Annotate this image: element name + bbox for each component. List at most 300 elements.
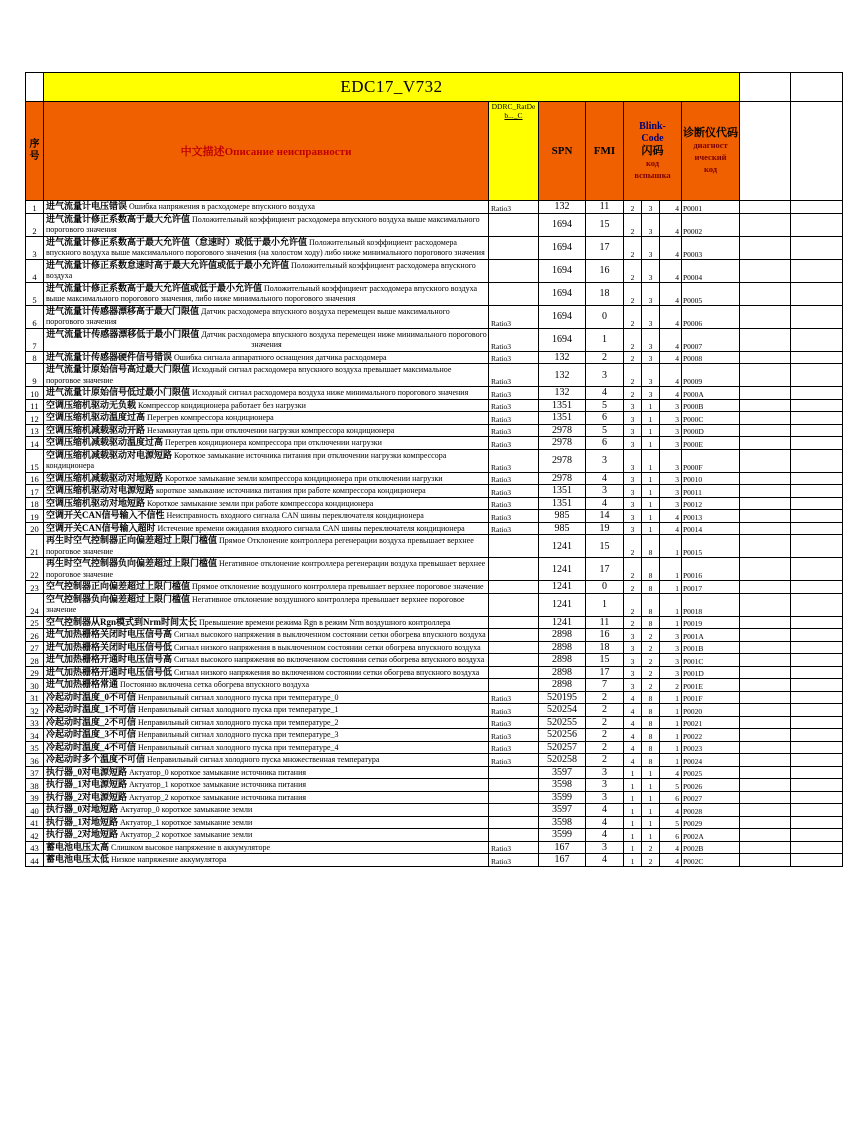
row-fmi: 16 bbox=[586, 629, 624, 642]
row-blink-3: 6 bbox=[660, 791, 682, 804]
row-diagnostic-code: P0017 bbox=[682, 581, 740, 594]
row-index: 22 bbox=[26, 558, 44, 581]
row-blink-2: 1 bbox=[642, 497, 660, 510]
table-row[interactable] bbox=[26, 791, 843, 804]
row-diagnostic-code: P0011 bbox=[682, 485, 740, 498]
row-spn: 520195 bbox=[539, 691, 586, 704]
row-blink-3: 1 bbox=[660, 616, 682, 629]
row-blank-1 bbox=[740, 816, 791, 829]
table-row[interactable] bbox=[26, 766, 843, 779]
table-row[interactable] bbox=[26, 535, 843, 558]
table-row[interactable] bbox=[26, 236, 843, 259]
header-ddrc-line2: b..._C bbox=[504, 111, 523, 120]
row-blank-1 bbox=[740, 522, 791, 535]
row-index: 40 bbox=[26, 804, 44, 817]
row-index: 14 bbox=[26, 437, 44, 450]
row-description bbox=[44, 497, 489, 510]
row-fmi: 1 bbox=[586, 328, 624, 351]
row-blink-2: 1 bbox=[642, 829, 660, 842]
row-ddrc: Ratio3 bbox=[489, 485, 539, 498]
row-blank-2 bbox=[791, 641, 843, 654]
row-blink-1: 3 bbox=[624, 412, 642, 425]
row-blank-1 bbox=[740, 535, 791, 558]
row-description bbox=[44, 305, 489, 328]
row-blink-2: 1 bbox=[642, 766, 660, 779]
table-row[interactable] bbox=[26, 854, 843, 867]
row-ddrc: Ratio3 bbox=[489, 522, 539, 535]
row-blank-1 bbox=[740, 305, 791, 328]
row-fmi: 17 bbox=[586, 236, 624, 259]
table-row[interactable] bbox=[26, 351, 843, 364]
row-blink-2: 3 bbox=[642, 259, 660, 282]
row-spn: 1241 bbox=[539, 593, 586, 616]
row-diagnostic-code: P0003 bbox=[682, 236, 740, 259]
row-blink-1: 1 bbox=[624, 779, 642, 792]
row-blank-1 bbox=[740, 716, 791, 729]
row-blink-3: 3 bbox=[660, 472, 682, 485]
table-row[interactable] bbox=[26, 497, 843, 510]
row-description-cn: 执行器_0对地短路 bbox=[46, 804, 119, 814]
row-index: 23 bbox=[26, 581, 44, 594]
row-blink-3: 3 bbox=[660, 437, 682, 450]
row-blink-1: 3 bbox=[624, 654, 642, 667]
row-description bbox=[44, 841, 489, 854]
row-diagnostic-code: P0023 bbox=[682, 741, 740, 754]
row-spn: 1694 bbox=[539, 328, 586, 351]
table-row[interactable] bbox=[26, 729, 843, 742]
row-description-cn: 执行器_2对电源短路 bbox=[46, 791, 128, 802]
row-spn: 1694 bbox=[539, 305, 586, 328]
row-fmi: 2 bbox=[586, 741, 624, 754]
table-row[interactable] bbox=[26, 779, 843, 792]
row-diagnostic-code: P0002 bbox=[682, 213, 740, 236]
row-blink-2: 3 bbox=[642, 364, 660, 387]
row-description-ru: Исходный сигнал расходомера впускного воздуха превышает максимальное пороговое значение bbox=[46, 365, 452, 385]
header-diag-ru-1: диагност bbox=[693, 140, 728, 150]
row-blink-1: 2 bbox=[624, 328, 642, 351]
row-spn: 2898 bbox=[539, 654, 586, 667]
row-ddrc: Ratio3 bbox=[489, 754, 539, 767]
row-blank-2 bbox=[791, 412, 843, 425]
row-index: 29 bbox=[26, 666, 44, 679]
row-blink-1: 2 bbox=[624, 364, 642, 387]
row-blink-1: 1 bbox=[624, 854, 642, 867]
row-blank-2 bbox=[791, 236, 843, 259]
row-blink-2: 3 bbox=[642, 213, 660, 236]
row-description-ru: Негативное отклонение контроллера регенерации воздуха превышает верхнее пороговое значение bbox=[46, 559, 486, 579]
table-row[interactable] bbox=[26, 424, 843, 437]
row-blink-3: 3 bbox=[660, 629, 682, 642]
row-diagnostic-code: P000C bbox=[682, 412, 740, 425]
row-diagnostic-code: P002C bbox=[682, 854, 740, 867]
table-row[interactable] bbox=[26, 472, 843, 485]
row-fmi: 3 bbox=[586, 841, 624, 854]
row-spn: 132 bbox=[539, 387, 586, 400]
row-diagnostic-code: P000D bbox=[682, 424, 740, 437]
row-description-cn: 空气控制器负向偏差超过上限门槛值 bbox=[46, 593, 191, 604]
row-ddrc: Ratio3 bbox=[489, 364, 539, 387]
table-row[interactable] bbox=[26, 841, 843, 854]
row-description-cn: 进气加热栅格开通时电压信号低 bbox=[46, 666, 173, 677]
row-description bbox=[44, 412, 489, 425]
row-blink-1: 1 bbox=[624, 804, 642, 817]
row-spn: 1241 bbox=[539, 558, 586, 581]
row-fmi: 11 bbox=[586, 201, 624, 214]
row-blink-1: 3 bbox=[624, 485, 642, 498]
row-description-ru: Неисправность входного сигнала CAN шины переключателя кондиционера bbox=[166, 511, 424, 520]
row-description bbox=[44, 654, 489, 667]
row-blink-1: 3 bbox=[624, 424, 642, 437]
row-spn: 167 bbox=[539, 854, 586, 867]
row-description-ru: Неправильный сигнал холодного пуска при температуре_1 bbox=[138, 705, 339, 714]
table-row[interactable] bbox=[26, 641, 843, 654]
row-spn: 2978 bbox=[539, 437, 586, 450]
document-title: EDC17_V732 bbox=[44, 73, 740, 102]
row-index: 13 bbox=[26, 424, 44, 437]
row-diagnostic-code: P0001 bbox=[682, 201, 740, 214]
table-row[interactable] bbox=[26, 816, 843, 829]
row-fmi: 4 bbox=[586, 829, 624, 842]
row-ddrc: Ratio3 bbox=[489, 412, 539, 425]
row-index: 31 bbox=[26, 691, 44, 704]
row-index: 27 bbox=[26, 641, 44, 654]
table-row[interactable] bbox=[26, 679, 843, 692]
table-row[interactable] bbox=[26, 282, 843, 305]
table-row[interactable] bbox=[26, 522, 843, 535]
row-description-cn: 冷起动时多个温度不可信 bbox=[46, 754, 146, 764]
row-fmi: 5 bbox=[586, 424, 624, 437]
row-blank-1 bbox=[740, 629, 791, 642]
row-blank-1 bbox=[740, 766, 791, 779]
fault-code-rows bbox=[26, 201, 843, 867]
row-fmi: 7 bbox=[586, 679, 624, 692]
table-row[interactable] bbox=[26, 804, 843, 817]
row-spn: 1694 bbox=[539, 259, 586, 282]
row-blink-1: 2 bbox=[624, 259, 642, 282]
row-description-cn: 执行器_2对地短路 bbox=[46, 829, 119, 839]
row-description-ru: Положительный коэффициент расходомера впускного воздуха выше максимального порогового значения, либо ниже минимального порогового значения bbox=[46, 283, 478, 303]
row-description-ru: Компрессор кондиционера работает без нагрузки bbox=[138, 400, 306, 410]
row-description-cn: 进气加热栅格关闭时电压信号低 bbox=[46, 641, 173, 652]
row-spn: 1241 bbox=[539, 535, 586, 558]
row-blink-2: 1 bbox=[642, 522, 660, 535]
row-spn: 2978 bbox=[539, 472, 586, 485]
row-description-cn: 进气流量计传感器漂移高于最大门限值 bbox=[46, 305, 200, 316]
row-blank-2 bbox=[791, 854, 843, 867]
row-blank-1 bbox=[740, 654, 791, 667]
row-blink-3: 1 bbox=[660, 691, 682, 704]
row-index: 5 bbox=[26, 282, 44, 305]
row-blank-2 bbox=[791, 437, 843, 450]
row-description-ru: Сигнал высокого напряжения во включенном состоянии сетки обогрева впускного воздуха bbox=[174, 655, 485, 664]
row-ddrc: Ratio3 bbox=[489, 854, 539, 867]
table-row[interactable] bbox=[26, 305, 843, 328]
row-blink-2: 8 bbox=[642, 593, 660, 616]
row-diagnostic-code: P001F bbox=[682, 691, 740, 704]
row-fmi: 4 bbox=[586, 497, 624, 510]
row-description-ru: Постоянно включена сетка обогрева впускного воздуха bbox=[120, 680, 310, 689]
row-blink-3: 3 bbox=[660, 654, 682, 667]
header-blank-2 bbox=[791, 102, 843, 201]
row-fmi: 4 bbox=[586, 472, 624, 485]
row-blink-1: 3 bbox=[624, 472, 642, 485]
row-blink-3: 5 bbox=[660, 779, 682, 792]
row-diagnostic-code: P001C bbox=[682, 654, 740, 667]
table-row[interactable] bbox=[26, 510, 843, 523]
row-blink-1: 2 bbox=[624, 201, 642, 214]
table-row[interactable] bbox=[26, 399, 843, 412]
row-diagnostic-code: P0009 bbox=[682, 364, 740, 387]
row-description bbox=[44, 804, 489, 817]
row-index: 39 bbox=[26, 791, 44, 804]
row-fmi: 2 bbox=[586, 351, 624, 364]
row-description bbox=[44, 437, 489, 450]
row-description-ru: Датчик расходомера впускного воздуха перемещен ниже минимального порогового значения bbox=[201, 329, 487, 349]
row-index: 10 bbox=[26, 387, 44, 400]
table-row[interactable] bbox=[26, 666, 843, 679]
row-blank-1 bbox=[740, 558, 791, 581]
row-ddrc: Ratio3 bbox=[489, 841, 539, 854]
row-blink-2: 1 bbox=[642, 485, 660, 498]
row-description bbox=[44, 616, 489, 629]
row-diagnostic-code: P0015 bbox=[682, 535, 740, 558]
row-description-cn: 进气加热栅格关闭时电压信号高 bbox=[46, 629, 173, 639]
column-header-row bbox=[26, 102, 843, 201]
row-ddrc: Ratio3 bbox=[489, 741, 539, 754]
row-blink-1: 4 bbox=[624, 729, 642, 742]
table-row[interactable] bbox=[26, 704, 843, 717]
row-blank-2 bbox=[791, 716, 843, 729]
table-row[interactable] bbox=[26, 581, 843, 594]
row-description bbox=[44, 522, 489, 535]
header-blink-ru-2: вспышка bbox=[634, 170, 671, 180]
row-blink-3: 4 bbox=[660, 387, 682, 400]
row-blank-2 bbox=[791, 472, 843, 485]
row-blink-2: 1 bbox=[642, 510, 660, 523]
row-blink-1: 2 bbox=[624, 593, 642, 616]
row-ddrc: Ratio3 bbox=[489, 472, 539, 485]
table-row[interactable] bbox=[26, 616, 843, 629]
row-index: 3 bbox=[26, 236, 44, 259]
row-fmi: 19 bbox=[586, 522, 624, 535]
row-fmi: 3 bbox=[586, 791, 624, 804]
row-blank-1 bbox=[740, 854, 791, 867]
row-blank-2 bbox=[791, 535, 843, 558]
row-description bbox=[44, 236, 489, 259]
row-blink-2: 8 bbox=[642, 616, 660, 629]
row-blink-2: 8 bbox=[642, 558, 660, 581]
row-diagnostic-code: P0021 bbox=[682, 716, 740, 729]
row-blank-2 bbox=[791, 351, 843, 364]
row-description-cn: 进气流量计传感器硬件信号错误 bbox=[46, 351, 173, 362]
row-blink-3: 1 bbox=[660, 535, 682, 558]
row-fmi: 2 bbox=[586, 704, 624, 717]
row-blank-2 bbox=[791, 449, 843, 472]
table-row[interactable] bbox=[26, 387, 843, 400]
row-description-cn: 空调压缩机驱动无负载 bbox=[46, 399, 137, 410]
table-row[interactable] bbox=[26, 328, 843, 351]
spreadsheet-sheet bbox=[25, 72, 842, 867]
header-index bbox=[26, 102, 44, 201]
row-description bbox=[44, 387, 489, 400]
row-index: 35 bbox=[26, 741, 44, 754]
row-diagnostic-code: P0005 bbox=[682, 282, 740, 305]
row-description bbox=[44, 282, 489, 305]
row-blink-3: 6 bbox=[660, 829, 682, 842]
header-blink-en-1: Blink- bbox=[639, 121, 666, 132]
row-blink-1: 2 bbox=[624, 616, 642, 629]
row-blank-1 bbox=[740, 704, 791, 717]
row-description-ru: Ошибка напряжения в расходомере впускного воздуха bbox=[129, 202, 315, 211]
row-ddrc bbox=[489, 282, 539, 305]
row-description-cn: 空调压缩机减载驱动温度过高 bbox=[46, 437, 164, 447]
row-blank-1 bbox=[740, 387, 791, 400]
table-row[interactable] bbox=[26, 593, 843, 616]
row-index: 41 bbox=[26, 816, 44, 829]
row-blink-1: 2 bbox=[624, 581, 642, 594]
row-description bbox=[44, 629, 489, 642]
row-fmi: 18 bbox=[586, 641, 624, 654]
row-description-ru: Сигнал высокого напряжения в выключенном состоянии сетки обогрева впускного воздуха bbox=[174, 630, 486, 639]
row-blink-2: 8 bbox=[642, 691, 660, 704]
row-description-ru: Датчик расходомера впускного воздуха перемещен выше максимального порогового значения bbox=[46, 306, 450, 326]
row-index: 32 bbox=[26, 704, 44, 717]
row-blank-1 bbox=[740, 593, 791, 616]
row-blank-1 bbox=[740, 259, 791, 282]
row-blank-2 bbox=[791, 741, 843, 754]
row-description-ru: Неправильный сигнал холодного пуска при температуре_0 bbox=[138, 692, 339, 702]
row-diagnostic-code: P0010 bbox=[682, 472, 740, 485]
row-blank-2 bbox=[791, 829, 843, 842]
table-row[interactable] bbox=[26, 213, 843, 236]
row-description bbox=[44, 510, 489, 523]
row-blank-2 bbox=[791, 691, 843, 704]
row-diagnostic-code: P000B bbox=[682, 399, 740, 412]
row-blink-3: 3 bbox=[660, 497, 682, 510]
row-blank-2 bbox=[791, 497, 843, 510]
table-row[interactable] bbox=[26, 716, 843, 729]
row-blink-3: 4 bbox=[660, 259, 682, 282]
header-ddrc bbox=[489, 102, 539, 201]
table-row[interactable] bbox=[26, 741, 843, 754]
row-diagnostic-code: P0013 bbox=[682, 510, 740, 523]
row-diagnostic-code: P001A bbox=[682, 629, 740, 642]
row-blink-1: 1 bbox=[624, 791, 642, 804]
row-fmi: 17 bbox=[586, 558, 624, 581]
row-blank-1 bbox=[740, 741, 791, 754]
row-blank-1 bbox=[740, 213, 791, 236]
row-blink-3: 3 bbox=[660, 424, 682, 437]
row-description bbox=[44, 259, 489, 282]
row-description-ru: Актуатор_0 короткое замыкание земли bbox=[120, 805, 253, 814]
row-ddrc bbox=[489, 629, 539, 642]
row-blank-2 bbox=[791, 510, 843, 523]
row-blink-3: 4 bbox=[660, 351, 682, 364]
table-row[interactable] bbox=[26, 259, 843, 282]
row-fmi: 17 bbox=[586, 666, 624, 679]
row-description bbox=[44, 816, 489, 829]
row-description-cn: 进气流量计电压错误 bbox=[46, 201, 128, 211]
row-diagnostic-code: P0029 bbox=[682, 816, 740, 829]
row-ddrc bbox=[489, 593, 539, 616]
row-description-cn: 进气流量计原始信号低过最小门限值 bbox=[46, 387, 191, 397]
row-blank-1 bbox=[740, 829, 791, 842]
row-description bbox=[44, 472, 489, 485]
table-row[interactable] bbox=[26, 201, 843, 214]
row-description-cn: 再生时空气控制器负向偏差超过上限门槛值 bbox=[46, 558, 218, 568]
row-description-ru: Незамкнутая цепь при отключении нагрузки компрессора кондиционера bbox=[147, 425, 395, 435]
table-row[interactable] bbox=[26, 691, 843, 704]
row-description-cn: 进气流量计修正系数高于最大允许值（怠速时）或低于最小允许值 bbox=[46, 236, 308, 247]
table-row[interactable] bbox=[26, 829, 843, 842]
table-row[interactable] bbox=[26, 558, 843, 581]
row-blink-3: 1 bbox=[660, 754, 682, 767]
header-spn: SPN bbox=[539, 102, 586, 201]
row-description-cn: 冷起动时温度_0不可信 bbox=[46, 691, 137, 702]
row-ddrc: Ratio3 bbox=[489, 716, 539, 729]
row-blink-2: 2 bbox=[642, 629, 660, 642]
row-blank-2 bbox=[791, 616, 843, 629]
table-row[interactable] bbox=[26, 629, 843, 642]
row-description-cn: 进气流量计修正系数高于最大允许值或低于最小允许值 bbox=[46, 282, 263, 293]
row-index: 24 bbox=[26, 593, 44, 616]
row-blank-2 bbox=[791, 387, 843, 400]
row-description bbox=[44, 854, 489, 867]
row-description-ru: короткое замыкание источника питания при работе компрессора кондиционера bbox=[156, 486, 426, 495]
row-blink-2: 8 bbox=[642, 716, 660, 729]
header-diag-ru-3: код bbox=[703, 164, 718, 174]
row-spn: 2978 bbox=[539, 449, 586, 472]
row-blank-1 bbox=[740, 666, 791, 679]
table-row[interactable] bbox=[26, 364, 843, 387]
row-description-cn: 空调开关CAN信号输入不信性 bbox=[46, 510, 165, 520]
row-index: 21 bbox=[26, 535, 44, 558]
row-ddrc: Ratio3 bbox=[489, 305, 539, 328]
row-ddrc bbox=[489, 259, 539, 282]
row-blink-3: 1 bbox=[660, 729, 682, 742]
row-spn: 1241 bbox=[539, 581, 586, 594]
table-row[interactable] bbox=[26, 449, 843, 472]
title-row-blank-2 bbox=[791, 73, 843, 102]
row-diagnostic-code: P0006 bbox=[682, 305, 740, 328]
row-fmi: 16 bbox=[586, 259, 624, 282]
table-row[interactable] bbox=[26, 754, 843, 767]
row-blink-2: 1 bbox=[642, 779, 660, 792]
row-fmi: 0 bbox=[586, 581, 624, 594]
row-ddrc: Ratio3 bbox=[489, 729, 539, 742]
row-index: 34 bbox=[26, 729, 44, 742]
row-blink-2: 1 bbox=[642, 449, 660, 472]
table-row[interactable] bbox=[26, 654, 843, 667]
table-row[interactable] bbox=[26, 437, 843, 450]
row-description bbox=[44, 449, 489, 472]
row-blank-2 bbox=[791, 282, 843, 305]
header-blink-code bbox=[624, 102, 682, 201]
row-diagnostic-code: P0024 bbox=[682, 754, 740, 767]
row-blink-1: 3 bbox=[624, 522, 642, 535]
row-index: 19 bbox=[26, 510, 44, 523]
table-row[interactable] bbox=[26, 485, 843, 498]
row-blank-2 bbox=[791, 779, 843, 792]
row-diagnostic-code: P001B bbox=[682, 641, 740, 654]
row-description-ru: Актуатор_1 короткое замыкание земли bbox=[120, 817, 253, 827]
header-blank-1 bbox=[740, 102, 791, 201]
row-blank-1 bbox=[740, 328, 791, 351]
table-row[interactable] bbox=[26, 412, 843, 425]
row-blink-2: 3 bbox=[642, 351, 660, 364]
row-diagnostic-code: P0025 bbox=[682, 766, 740, 779]
row-description-ru: Перегрев компрессора кондиционера bbox=[147, 413, 274, 422]
